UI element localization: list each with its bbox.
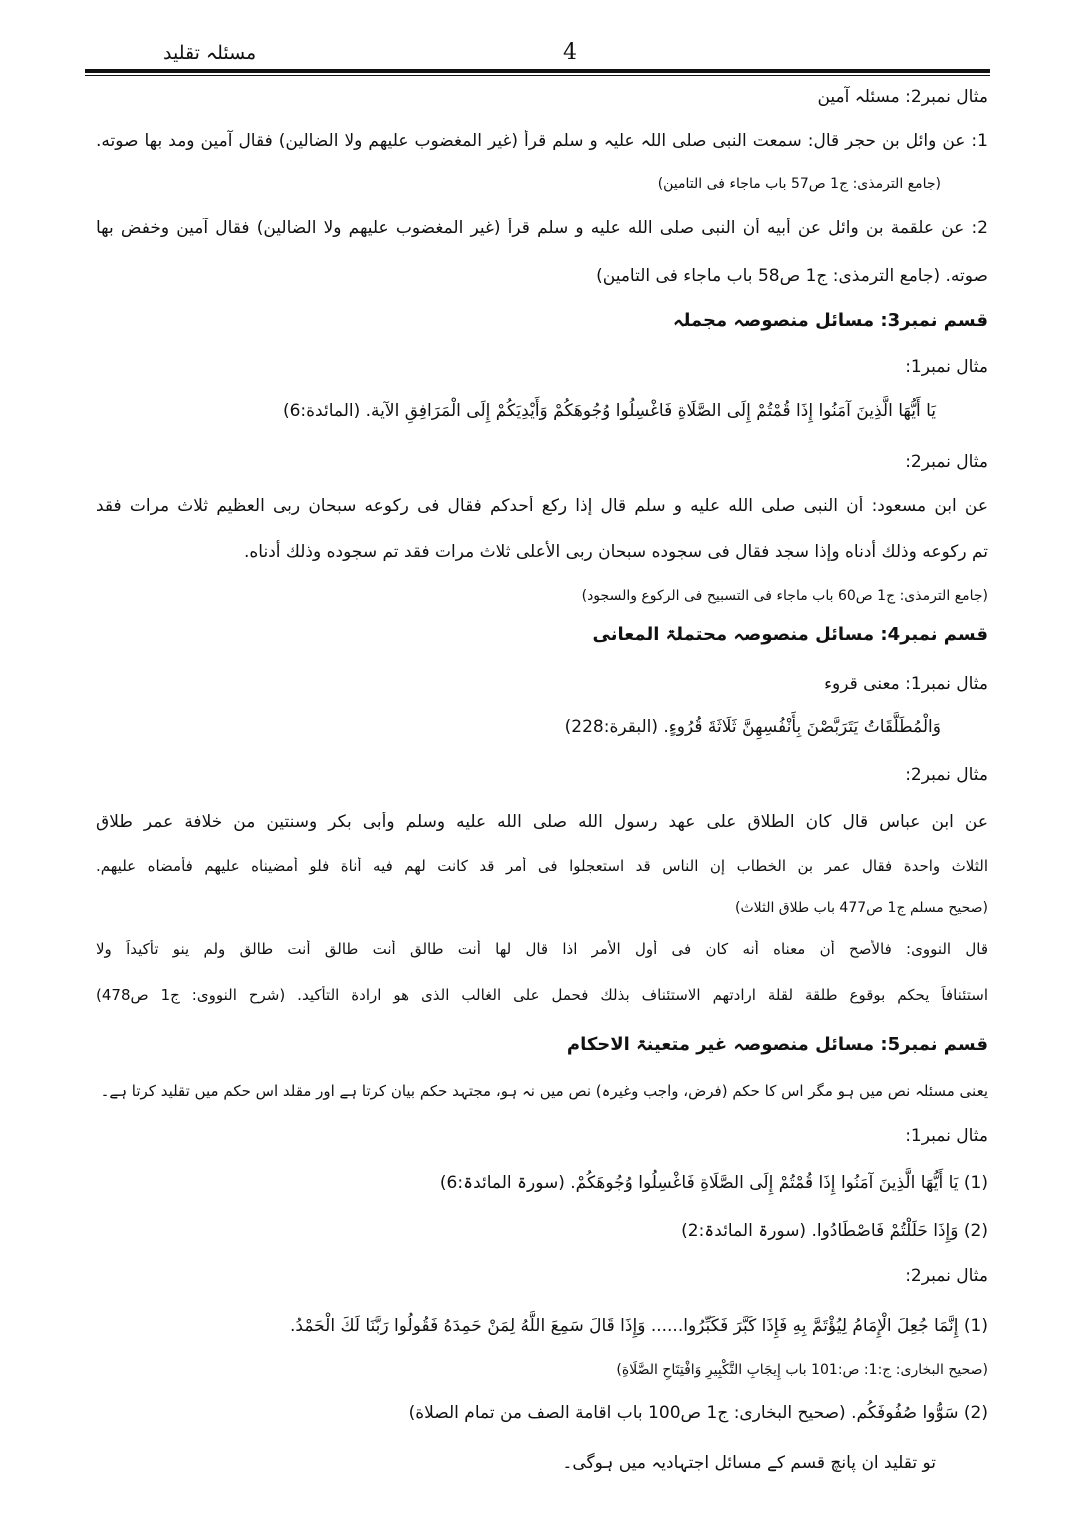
commentary-text: استئنافاً یحکم بوقوع طلقة لقلة ارادتهم الاستئناف بذلك فحمل علی الغالب الذی هو ارادة التأکید. (شرح النووی: ج1 ص478)	[96, 986, 988, 1004]
reference: (جامع الترمذی: ج1 ص57 باب ماجاء فی التامین)	[657, 176, 941, 192]
section-heading: قسم نمبر4: مسائل منصوصہ محتملۃ المعانی	[592, 624, 988, 645]
running-title: مسئلہ تقلید	[163, 42, 257, 64]
example-heading: مثال نمبر1:	[905, 357, 988, 377]
section-heading: قسم نمبر5: مسائل منصوصہ غیر متعینۃ الاحکام	[566, 1034, 988, 1055]
explanation-text: یعنی مسئلہ نص میں ہو مگر اس کا حکم (فرض، واجب وغیرہ) نص میں نہ ہو، مجتہد حکم بیان کرتا ہے اور مقلد اس حکم میں تقلید کرتا ہے۔	[100, 1082, 988, 1100]
hadith-text: 2: عن علقمة بن وائل عن أبیه أن النبی صلی الله علیه و سلم قرأ (غیر المغضوب علیهم ولا الضالین) فقال آمین وخفض بها	[96, 218, 988, 238]
commentary-text: قال النووی: فالأصح أن معناه أنه کان فی أول الأمر اذا قال لها أنت طالق أنت طالق أنت طالق ولم ینو تأکیداً ولا	[96, 940, 988, 958]
quran-verse: وَالْمُطَلَّقَاتُ يَتَرَبَّصْنَ بِأَنْفُسِهِنَّ ثَلَاثَةَ قُرُوءٍ. (البقرة:228)	[564, 717, 941, 737]
hadith-text: تم رکوعه وذلك أدناه وإذا سجد فقال فی سجوده سبحان ربی الأعلی ثلاث مرات فقد تم سجوده وذلك أدناه.	[244, 542, 988, 562]
hadith-text: الثلاث واحدة فقال عمر بن الخطاب إن الناس قد استعجلوا فی أمر قد کانت لهم فیه أناة فلو أمضیناه علیهم فأمضاه علیهم.	[96, 857, 988, 875]
page-number: 4	[563, 40, 577, 65]
example-heading: مثال نمبر1: معنی قروء	[824, 674, 988, 694]
reference: (صحیح مسلم ج1 ص477 باب طلاق الثلاث)	[734, 900, 988, 916]
hadith-text: 1: عن وائل بن حجر قال: سمعت النبی صلی اللہ علیہ و سلم قرأ (غیر المغضوب علیهم ولا الضالین) فقال آمین ومد بها صوته.	[96, 131, 988, 151]
quran-verse: (2) وَإِذَا حَلَلْتُمْ فَاصْطَادُوا. (سورۃ المائدۃ:2)	[681, 1221, 988, 1241]
quran-verse: (1) يَا أَيُّهَا الَّذِينَ آمَنُوا إِذَا قُمْتُمْ إِلَى الصَّلَاةِ فَاغْسِلُوا وُجُوهَكُمْ. (سورۃ المائدۃ:6)	[439, 1173, 988, 1193]
hadith-text: عن ابن مسعود: أن النبی صلی الله علیه و سلم قال إذا رکع أحدکم فقال فی رکوعه سبحان ربی العظیم ثلاث مرات فقد	[96, 496, 988, 516]
hadith-text: عن ابن عباس قال کان الطلاق علی عهد رسول الله صلی الله علیه وسلم وأبی بکر وسنتین من خلافة عمر طلاق	[96, 812, 988, 832]
reference: (جامع الترمذی: ج1 ص60 باب ماجاء فی التسبیح فی الرکوع والسجود)	[581, 588, 988, 604]
section-heading: قسم نمبر3: مسائل منصوصہ مجملہ	[673, 310, 988, 331]
header-rule	[85, 69, 990, 73]
hadith-text-with-reference: صوته. (جامع الترمذی: ج1 ص58 باب ماجاء فی التامین)	[596, 266, 988, 286]
example-heading: مثال نمبر2:	[905, 452, 988, 472]
header-rule-thin	[85, 75, 990, 76]
hadith-text: (1) إِنَّمَا جُعِلَ الْإِمَامُ لِيُؤْتَمَّ بِهِ فَإِذَا كَبَّرَ فَكَبِّرُوا...... وَإِذَا قَالَ سَمِعَ اللَّهُ لِمَنْ حَمِدَهُ فَقُولُوا رَبَّنَا لَكَ الْحَمْدُ.	[290, 1316, 988, 1336]
example-heading: مثال نمبر2:	[905, 1266, 988, 1286]
example-heading: مثال نمبر1:	[905, 1126, 988, 1146]
quran-verse: يَا أَيُّهَا الَّذِينَ آمَنُوا إِذَا قُمْتُمْ إِلَى الصَّلَاةِ فَاغْسِلُوا وُجُوهَكُمْ وَأَيْدِيَكُمْ إِلَى الْمَرَافِقِ الآية. (المائدة:6)	[282, 401, 936, 421]
reference: (صحیح البخاری: ج:1: ص:101 باب إِيجَابِ التَّكْبِيرِ وَافْتِتَاحِ الصَّلَاةِ)	[616, 1362, 988, 1378]
hadith-text-with-reference: (2) سَوُّوا صُفُوفَكُم. (صحیح البخاری: ج1 ص100 باب اقامة الصف من تمام الصلاة)	[408, 1403, 988, 1423]
example-heading: مثال نمبر2:	[905, 765, 988, 785]
example-heading: مثال نمبر2: مسئلہ آمین	[817, 87, 988, 107]
concluding-text: تو تقلید ان پانچ قسم کے مسائل اجتہادیہ میں ہوگی۔	[562, 1453, 936, 1473]
